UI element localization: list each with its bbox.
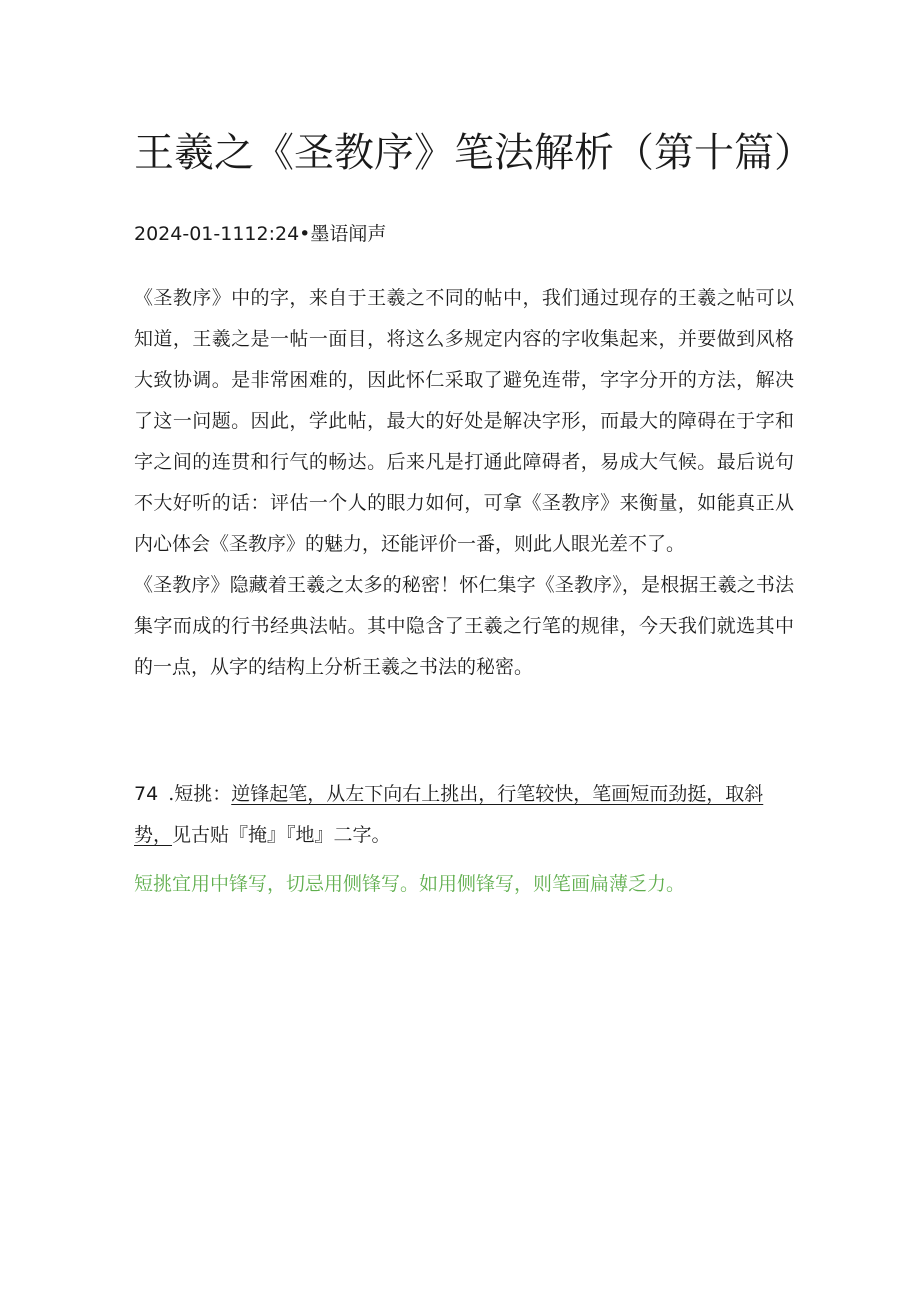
article <box>134 110 814 902</box>
stroke-note: 短挑宜用中锋写，切忌用侧锋写。如用侧锋写，则笔画扁薄乏力。 <box>134 873 686 895</box>
article-meta: 2024-01-1112:24•墨语闻声 <box>134 223 387 245</box>
item-description: 逆锋起笔，从左下向右上挑出，行笔较快，笔画短而劲挺，取斜势， <box>134 783 764 846</box>
stroke-item <box>134 774 794 856</box>
item-number: 74 <box>134 783 159 805</box>
paragraph-secret: 《圣教序》隐藏着王羲之太多的秘密！怀仁集字《圣教序》，是根据王羲之书法集字而成的行书经典法帖。其中隐含了王羲之行笔的规律，今天我们就选其中的一点，从字的结构上分析王羲之书法的秘密。 <box>134 574 794 678</box>
paragraph-intro: 《圣教序》中的字，来自于王羲之不同的帖中，我们通过现存的王羲之帖可以知道，王羲之是一帖一面目，将这么多规定内容的字收集起来，并要做到风格大致协调。是非常困难的，因此怀仁采取了避免连带，字字分开的方法，解决了这一问题。因此，学此帖，最大的好处是解决字形，而最大的障碍在于字和字之间的连贯和行气的畅达。后来凡是打通此障碍者，易成大气候。最后说句不大好听的话：评估一个人的眼力如何，可拿《圣教序》来衡量，如能真正从内心体会《圣教序》的魅力，还能评价一番，则此人眼光差不了。 <box>134 287 794 555</box>
item-label: .短挑： <box>168 783 232 805</box>
item-reference: 见古贴『掩』『地』二字。 <box>172 824 391 846</box>
article-title: 王羲之《圣教序》笔法解析（第十篇） <box>134 130 814 176</box>
